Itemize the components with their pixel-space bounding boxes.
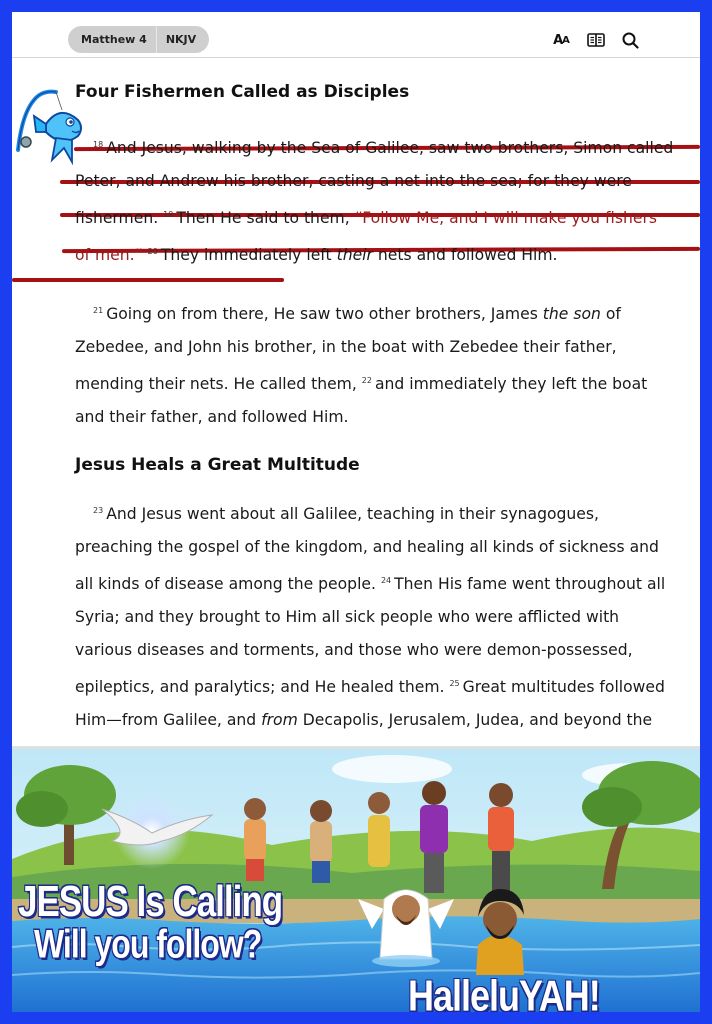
promo-banner [12, 746, 700, 1012]
verse-text[interactable]: nets and followed Him. [377, 246, 558, 264]
highlight-stroke [12, 278, 284, 282]
verse-number[interactable]: 22 [361, 376, 372, 385]
banner-headline: JESUS Is Calling [18, 877, 283, 926]
reader-frame [12, 12, 700, 1012]
verse-italic[interactable]: their [336, 246, 373, 264]
verse-text[interactable]: And Jesus went about all Galilee, teaching in their synagogues, preaching the gospel of the kingdom, and healing all kinds of sickness and all kinds of disease among the people. [75, 505, 659, 593]
version-button[interactable]: NKJV [165, 33, 197, 46]
verse-number[interactable]: 25 [449, 679, 460, 688]
verse-paragraph [75, 128, 675, 272]
verse-number[interactable]: 20 [147, 247, 158, 256]
verse-number[interactable]: 21 [93, 306, 104, 315]
search-icon[interactable] [620, 30, 640, 50]
verse-number[interactable]: 24 [380, 576, 392, 585]
banner-exclamation: HalleluYAH! [408, 971, 600, 1012]
verse-text[interactable]: Going on from there, He saw two other brothers, James [106, 305, 538, 323]
verse-number[interactable]: 23 [93, 506, 104, 515]
text-size-icon[interactable]: A A [553, 32, 569, 48]
verse-number[interactable]: 19 [163, 210, 174, 219]
verse-text[interactable]: They immediately left [160, 246, 332, 264]
passage-selector[interactable] [68, 26, 209, 53]
section-title-healing: Jesus Heals a Great Multitude [75, 455, 360, 475]
banner-question: Will you follow? [34, 921, 262, 966]
verse-text[interactable]: Then He said to them, [176, 209, 350, 227]
section-title-fishermen: Four Fishermen Called as Disciples [75, 82, 410, 102]
verse-text[interactable]: Then His fame went throughout all Syria; and they brought to Him all sick people who were afflicted with various diseases and torments, and those who were demon-possessed, epileptics, and paralytics; and He healed them. [75, 575, 666, 696]
verse-text[interactable]: Great multitudes followed Him—from Galilee, and [75, 678, 665, 729]
verse-text[interactable]: Decapolis, Jerusalem, Judea, and beyond the [302, 711, 653, 729]
verse-text[interactable]: and immediately they left the boat and their father, and followed Him. [75, 375, 648, 426]
verse-text[interactable]: of Zebedee, and John his brother, in the boat with Zebedee their father, mending their nets. He called them, [75, 305, 621, 393]
verse-paragraph [75, 494, 675, 770]
book-chapter-button[interactable]: Matthew 4 [68, 26, 157, 53]
verse-number[interactable]: 18 [93, 140, 104, 149]
verse-italic[interactable]: from [261, 711, 298, 729]
words-of-christ[interactable]: “Follow Me, and I will make you fishers of men.” [75, 209, 657, 264]
verse-italic[interactable]: the son [542, 305, 601, 323]
verse-paragraph [75, 294, 675, 434]
book-view-icon[interactable] [586, 30, 606, 50]
verse-text[interactable]: And Jesus, walking by the Sea of Galilee, saw two brothers, Simon called Peter, and Andrew his brother, casting a net into the sea; for they were fishermen. [75, 139, 674, 227]
top-toolbar [12, 12, 700, 58]
